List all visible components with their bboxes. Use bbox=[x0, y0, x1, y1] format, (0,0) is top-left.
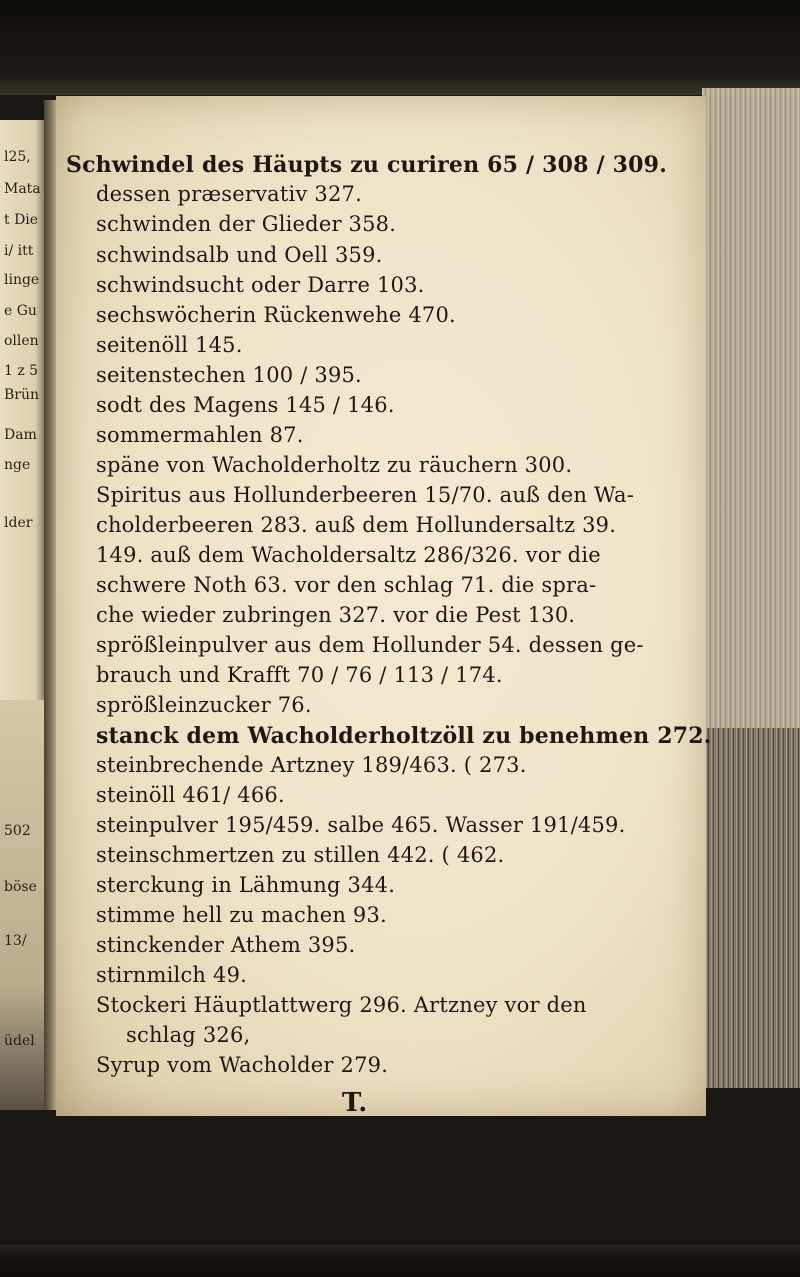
scan-background-bottom bbox=[0, 1245, 800, 1277]
facing-fragment: ollen bbox=[4, 333, 39, 349]
facing-fragment: lder bbox=[4, 515, 33, 531]
index-line: schlag 326, bbox=[126, 1023, 251, 1047]
facing-page-strip-lower bbox=[0, 700, 44, 1110]
page-stack-edges-lower bbox=[690, 728, 800, 1088]
index-line: schwere Noth 63. vor den schlag 71. die spra- bbox=[96, 573, 597, 597]
index-line: steinpulver 195/459. salbe 465. Wasser 191/459. bbox=[96, 813, 626, 837]
index-line: steinöll 461/ 466. bbox=[96, 783, 285, 807]
facing-fragment: 13/ bbox=[4, 933, 27, 949]
index-line: Taubigkeit von Büchsenschiessen 384. bbox=[78, 1123, 562, 1149]
index-line: N u ß Hollun- bbox=[216, 1213, 357, 1237]
index-line: sprößleinzucker 76. bbox=[96, 693, 312, 717]
scan-background-top bbox=[0, 0, 800, 95]
index-line: Stockeri Häuptlattwerg 296. Artzney vor den bbox=[96, 993, 587, 1017]
facing-fragment: Brün bbox=[4, 387, 40, 403]
facing-fragment: i/ itt bbox=[4, 243, 34, 259]
index-line: stinckender Athem 395. bbox=[96, 933, 356, 957]
page-stack-edges bbox=[702, 88, 800, 728]
index-line: sommermahlen 87. bbox=[96, 423, 304, 447]
index-line: stanck dem Wacholderholtzöll zu benehmen 272. bbox=[96, 723, 712, 749]
index-line: 149. auß dem Wacholdersaltz 286/326. vor die bbox=[96, 543, 601, 567]
index-line: che wieder zubringen 327. vor die Pest 130. bbox=[96, 603, 576, 627]
facing-fragment: 1 z 5 bbox=[4, 363, 39, 379]
index-line: steinbrechende Artzney 189/463. ( 273. bbox=[96, 753, 527, 777]
index-line: sechswöcherin Rückenwehe 470. bbox=[96, 303, 456, 327]
index-line: Schwindel des Häupts zu curiren 65 / 308 / 309. bbox=[66, 152, 667, 178]
index-line: schwinden der Glieder 358. bbox=[96, 212, 397, 236]
facing-page-strip bbox=[0, 120, 44, 700]
facing-fragment: e Gu bbox=[4, 303, 37, 319]
index-line: späne von Wacholderholtz zu räuchern 300. bbox=[96, 453, 573, 477]
facing-fragment: Mata bbox=[4, 181, 41, 197]
index-line: cholderbeeren 283. auß dem Hollundersaltz 39. bbox=[96, 513, 617, 537]
index-line: steinschmertzen zu stillen 442. ( 462. bbox=[96, 843, 505, 867]
index-line: schwindsalb und Oell 359. bbox=[96, 243, 383, 267]
facing-fragment: nge bbox=[4, 457, 31, 473]
index-line: stimme hell zu machen 93. bbox=[96, 903, 387, 927]
index-line: Tinctur des Hollunders u. von Wacholderbeeren bbox=[78, 1153, 575, 1177]
section-letter-heading: T. bbox=[342, 1088, 368, 1118]
index-line: sodt des Magens 145 / 146. bbox=[96, 393, 395, 417]
index-line: Syrup vom Wacholder 279. bbox=[96, 1053, 389, 1077]
facing-fragment: 502 bbox=[4, 823, 31, 839]
index-line: sprößleinpulver aus dem Hollunder 54. dessen ge- bbox=[96, 633, 644, 657]
index-line: sterckung in Lähmung 344. bbox=[96, 873, 396, 897]
index-line: dessen præservativ 327. bbox=[96, 182, 362, 206]
facing-fragment: t Die bbox=[4, 212, 39, 228]
facing-fragment: linge bbox=[4, 272, 40, 288]
facing-fragment: l25, bbox=[4, 149, 31, 165]
index-line: seitenstechen 100 / 395. bbox=[96, 363, 362, 387]
facing-fragment: böse bbox=[4, 879, 37, 895]
index-line: seitenöll 145. bbox=[96, 333, 243, 357]
index-line: 287. vom Zucker 309. Trisenethpulver aus dem bbox=[106, 1183, 597, 1207]
facing-fragment: Dam bbox=[4, 427, 37, 443]
facing-fragment: üdel bbox=[4, 1033, 35, 1049]
index-line: stirnmilch 49. bbox=[96, 963, 247, 987]
index-line: Spiritus aus Hollunderbeeren 15/70. auß den Wa- bbox=[96, 483, 634, 507]
index-line: schwindsucht oder Darre 103. bbox=[96, 273, 425, 297]
index-line: brauch und Krafft 70 / 76 / 113 / 174. bbox=[96, 663, 503, 687]
